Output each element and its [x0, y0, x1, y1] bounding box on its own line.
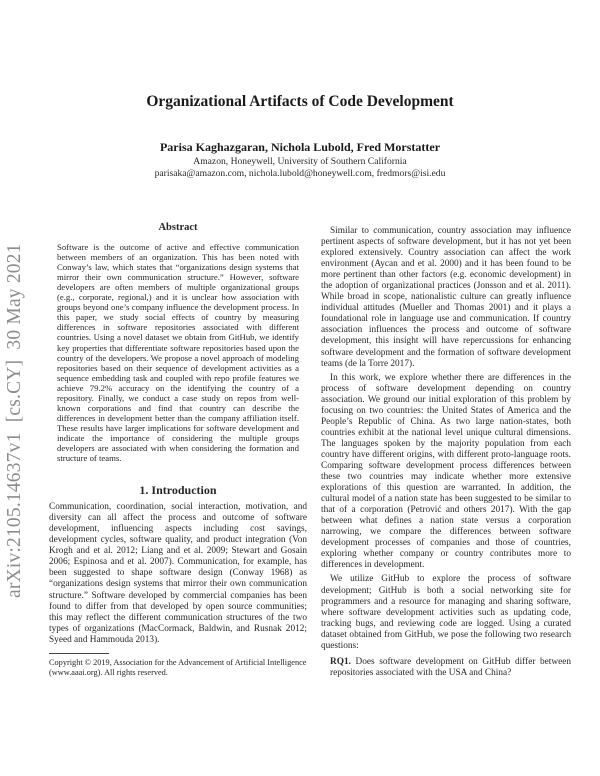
research-question-1 — [330, 657, 571, 679]
rq1-text: Does software development on GitHub differ between repositories associated with the USA and China? — [330, 656, 572, 678]
affiliations: Amazon, Honeywell, University of Southern California — [193, 156, 407, 167]
right-column — [321, 226, 571, 679]
arxiv-identifier-stamp: arXiv:2105.14637v1 [cs.CY] 30 May 2021 — [4, 243, 25, 598]
intro-paragraph-3: In this work, we explore whether there are differences in the process of software development depending on country association. We ground our initial exploration of this problem by focusing on two countries: the United States of America and the People’s Republic of China. As two large nation-states, both countries exhibit at the national level unique cultural dimensions. The languages spoken by the majority population from each country have different origins, with different proto-language roots. Comparing software development process differences between these two countries may indicate whether more extensive explorations of this question are warranted. In addition, the cultural model of a nation state has been suggested to be similar to that of a corporation (Petrović and others 2017). With the gap between what defines a nation state versus a corporation narrowing, we compare the differences between software development processes of companies and those of countries, exploring whether company or country contributes more to differences in development. — [321, 372, 571, 571]
footnote-divider — [49, 653, 109, 654]
intro-paragraph-2: Similar to communication, country association may influence pertinent aspects of software development, but it has not yet been explored extensively. Country association can affect the work environment (Aycan and et al. 2000) and it has been found to be more pertinent than other factors (e.g. economic development) in the adoption of organizational practices (Jonsson and et al. 2011). While broad in scope, nationalistic culture can greatly influence individual attitudes (Mueller and Thomas 2001) and it plays a foundational role in language use and communication. If country association influences the process and outcome of software development, this insight will have repercussions for enhancing software development and the formation of software development teams (de la Torre 2017). — [321, 226, 571, 369]
author-list: Parisa Kaghazgaran, Nichola Lubold, Fred Morstatter — [159, 140, 441, 154]
author-emails: parisaka@amazon.com, nichola.lubold@honeywell.com, fredmors@isi.edu — [154, 168, 446, 179]
section-heading-introduction: 1. Introduction — [139, 483, 217, 498]
rq1-label: RQ1. — [330, 656, 351, 667]
copyright-footnote: Copyright © 2019, Association for the Advancement of Artificial Intelligence (www.aaai.org). All rights reserved. — [49, 657, 307, 677]
abstract-text: Software is the outcome of active and effective communication between members of an organization. This has been noted with Conway’s law, which states that “organizations design systems that mirror their own communication structure.” However, software developers are often members of multiple organizational groups (e.g., corporate, regional,) and it is unclear how association with groups beyond one’s company influence the development process. In this paper, we study social effects of country by measuring differences in software repositories associated with different countries. Using a novel dataset we obtain from GitHub, we identify key properties that differentiate software repositories based upon the country of the developers. We propose a novel approach of modeling repositories based on their sequence of development activities as a sequence embedding task and coupled with repo profile features we achieve 79.2% accuracy on the identifying the country of a repository. Finally, we conduct a case study on repos from well-known corporations and find that country can describe the differences in development better than the company affiliation itself. These results have larger implications for software development and indicate the importance of considering the multiple groups developers are associated with when considering the formation and structure of teams. — [57, 242, 299, 464]
intro-paragraph-1: Communication, coordination, social interaction, motivation, and diversity can all affect the process and outcome of software development, influencing aspects including cost savings, development cycles, software quality, and product integration (Von Krogh and et al. 2012; Liang and et al. 2009; Stewart and Gosain 2006; Espinosa and et al. 2007). Communication, for example, has been suggested to shape software design (Conway 1968) as “organizations design systems that mirror their own communication structure.” Software developed by commercial companies has been found to differ from that developed by open source communities; this may reflect the different communication structures of the two types of organizations (MacCormack, Baldwin, and Rusnak 2012; Syeed and Hammouda 2013). — [49, 502, 307, 645]
intro-paragraph-4: We utilize GitHub to explore the process of software development; GitHub is both a social networking site for programmers and a resource for managing and sharing software, where software development activities such as updating code, tracking bugs, and reviewing code are logged. Using a curated dataset obtained from GitHub, we pose the following two research questions: — [321, 574, 571, 651]
paper-title: Organizational Artifacts of Code Development — [146, 93, 454, 110]
left-column — [49, 222, 307, 678]
abstract-heading: Abstract — [158, 222, 198, 233]
